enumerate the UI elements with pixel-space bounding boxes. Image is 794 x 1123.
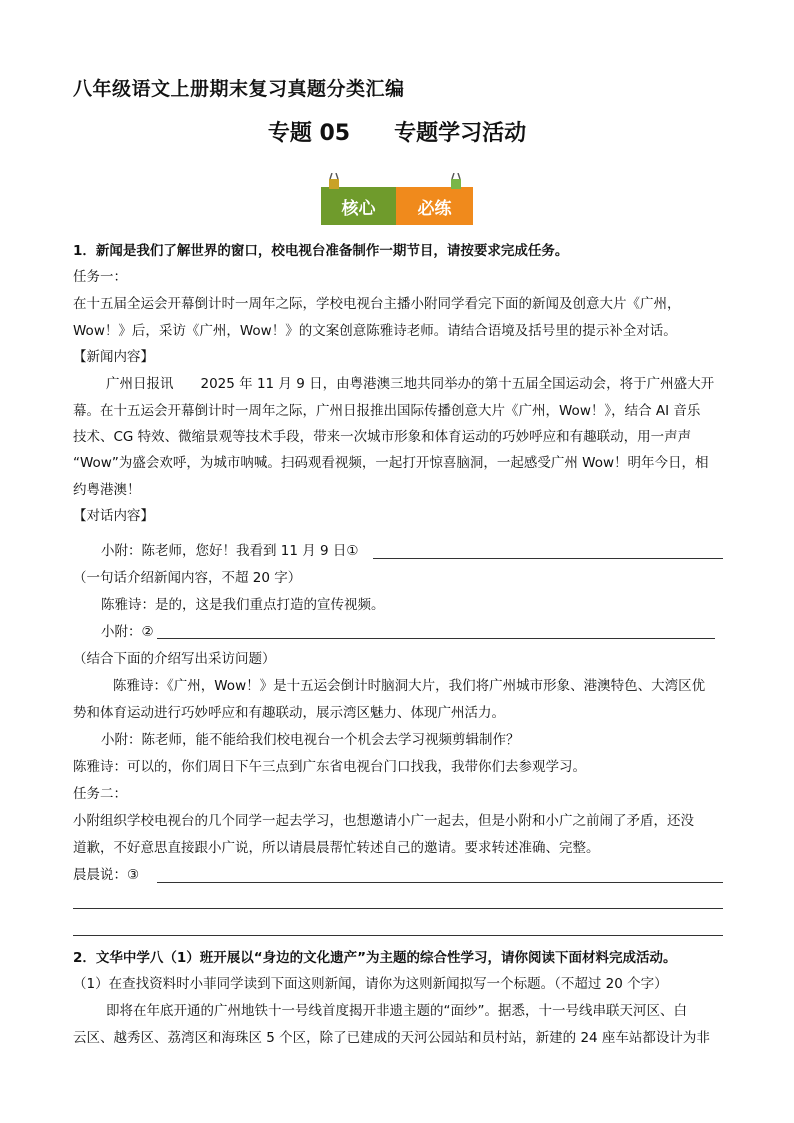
answer-blank-1[interactable] bbox=[373, 558, 723, 559]
core-practice-badge bbox=[321, 181, 473, 225]
q1-stem: 1．新闻是我们了解世界的窗口，校电视台准备制作一期节目，请按要求完成任务。 bbox=[73, 243, 569, 259]
news-text-3: 技术、CG 特效、微缩景观等技术手段，带来一次城市形象和体育运动的巧妙呼应和有趣联动，用一声声 bbox=[73, 429, 692, 445]
dialog-line-1: 小附：陈老师，您好！我看到 11 月 9 日① bbox=[101, 543, 359, 559]
q2-stem: 2．文华中学八（1）班开展以“身边的文化遗产”为主题的综合性学习，请你阅读下面材料完成活动。 bbox=[73, 950, 677, 966]
binder-clip-icon bbox=[449, 173, 463, 191]
badge-left-label: 核心 bbox=[321, 187, 396, 225]
dialog-line-2: 陈雅诗：是的，这是我们重点打造的宣传视频。 bbox=[101, 597, 385, 613]
dialog-line-4a: 陈雅诗：《广州，Wow！》是十五运会倒计时脑洞大片，我们将广州城市形象、港澳特色、大湾区优 bbox=[113, 678, 706, 694]
chenchen-says: 晨晨说：③ bbox=[73, 867, 140, 883]
task2-text-2: 道歉，不好意思直接跟小广说，所以请晨晨帮忙转述自己的邀请。要求转述准确、完整。 bbox=[73, 840, 600, 856]
dialog-label: 【对话内容】 bbox=[73, 508, 154, 524]
topic-number: 专题 05 bbox=[267, 121, 351, 146]
task2-text-1: 小附组织学校电视台的几个同学一起去学习，也想邀请小广一起去，但是小附和小广之前闹了矛盾，还没 bbox=[73, 813, 694, 829]
answer-blank-3[interactable] bbox=[157, 882, 723, 883]
badge-right-label: 必练 bbox=[396, 187, 473, 225]
task1-text-1: 在十五届全运会开幕倒计时一周年之际，学校电视台主播小附同学看完下面的新闻及创意大片《广州， bbox=[73, 296, 681, 312]
answer-blank-3b[interactable] bbox=[73, 908, 723, 909]
dialog-line-3: 小附：② bbox=[101, 624, 154, 640]
dialog-line-5: 小附：陈老师，能不能给我们校电视台一个机会去学习视频剪辑制作？ bbox=[101, 732, 520, 748]
news-text-1: 广州日报讯 2025 年 11 月 9 日，由粤港澳三地共同举办的第十五届全国运动会，将于广州盛大开 bbox=[106, 376, 715, 392]
news-text-2: 幕。在十五运会开幕倒计时一周年之际，广州日报推出国际传播创意大片《广州，Wow！》，结合 AI 音乐 bbox=[73, 403, 701, 419]
dialog-line-6: 陈雅诗：可以的，你们周日下午三点到广东省电视台门口找我，我带你们去参观学习。 bbox=[73, 759, 586, 775]
series-title: 八年级语文上册期末复习真题分类汇编 bbox=[73, 78, 405, 100]
task2-label: 任务二： bbox=[73, 786, 127, 802]
news-text-5: 约粤港澳！ bbox=[73, 482, 141, 498]
topic-title bbox=[0, 116, 794, 147]
task1-text-2: Wow！》后，采访《广州，Wow！》的文案创意陈雅诗老师。请结合语境及括号里的提示补全对话。 bbox=[73, 323, 677, 339]
task1-label: 任务一： bbox=[73, 269, 127, 285]
q2-sub1: （1）在查找资料时小菲同学读到下面这则新闻，请你为这则新闻拟写一个标题。（不超过 20 个字） bbox=[73, 976, 668, 992]
dialog-line-4b: 势和体育运动进行巧妙呼应和有趣联动，展示湾区魅力、体现广州活力。 bbox=[73, 705, 505, 721]
q2-para-2: 云区、越秀区、荔湾区和海珠区 5 个区，除了已建成的天河公园站和员村站，新建的 24 座车站都设计为非 bbox=[73, 1030, 710, 1046]
news-text-4: “Wow”为盛会欢呼，为城市呐喊。扫码观看视频，一起打开惊喜脑洞，一起感受广州 Wow！明年今日，相 bbox=[73, 455, 709, 471]
binder-clip-icon bbox=[327, 173, 341, 191]
topic-name: 专题学习活动 bbox=[394, 121, 527, 146]
dialog-hint-1: （一句话介绍新闻内容，不超 20 字） bbox=[73, 570, 302, 586]
news-label: 【新闻内容】 bbox=[73, 349, 154, 365]
answer-blank-3c[interactable] bbox=[73, 935, 723, 936]
dialog-hint-2: （结合下面的介绍写出采访问题） bbox=[73, 651, 276, 667]
q2-para-1: 即将在年底开通的广州地铁十一号线首度揭开非遗主题的“面纱”。据悉，十一号线串联天河区、白 bbox=[106, 1003, 687, 1019]
answer-blank-2[interactable] bbox=[157, 638, 715, 639]
